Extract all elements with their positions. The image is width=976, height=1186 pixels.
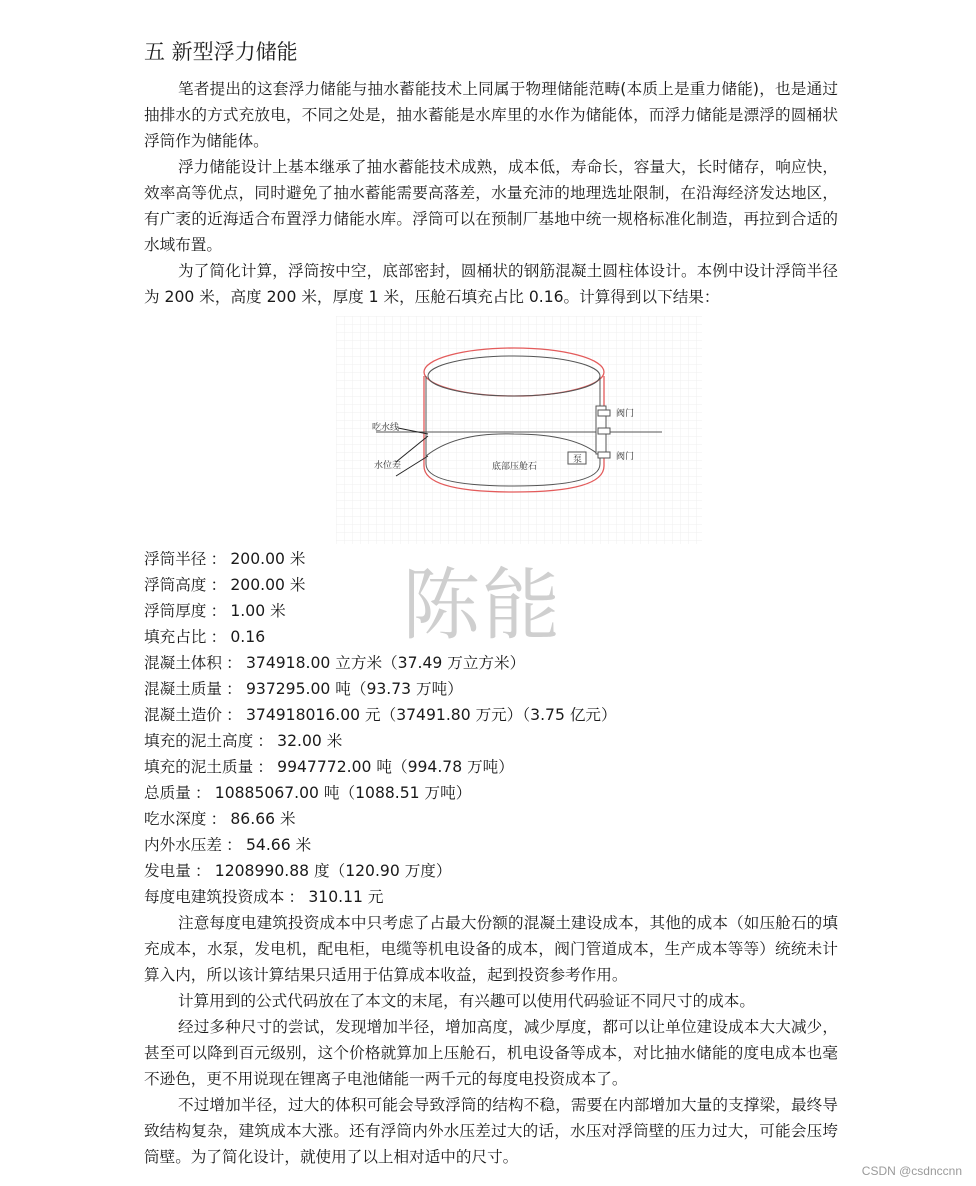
result-label: 总质量	[144, 784, 191, 802]
buoy-diagram-svg	[336, 316, 702, 544]
result-value: 10885067.00 吨（1088.51 万吨）	[214, 784, 472, 802]
result-row	[144, 806, 617, 832]
footer-watermark: CSDN @csdnccnn	[861, 1164, 962, 1178]
result-label: 填充的泥土质量	[144, 758, 254, 776]
result-row	[144, 728, 617, 754]
result-separator: ：	[194, 784, 211, 802]
result-row	[144, 832, 617, 858]
result-separator: ：	[226, 680, 242, 698]
buoy-diagram	[336, 316, 702, 544]
label-pump: 泵	[573, 455, 583, 465]
result-label: 填充的泥土高度	[144, 732, 254, 750]
result-row	[144, 546, 617, 572]
result-value: 200.00 米	[230, 550, 306, 568]
result-separator: ：	[210, 810, 227, 828]
result-row	[144, 884, 617, 910]
valve-bottom	[598, 452, 610, 458]
result-value: 1208990.88 度（120.90 万度）	[214, 862, 452, 880]
label-draft-line: 吃水线	[372, 423, 400, 433]
result-label: 浮筒高度	[144, 576, 207, 594]
result-row	[144, 650, 617, 676]
valve-top	[598, 410, 610, 416]
result-label: 发电量	[144, 862, 191, 880]
section-heading: 五 新型浮力储能	[144, 40, 298, 64]
result-label: 内外水压差	[144, 836, 222, 854]
result-row	[144, 624, 617, 650]
result-separator: ：	[210, 602, 227, 620]
paragraph: 为了简化计算，浮筒按中空，底部密封，圆桶状的钢筋混凝土圆柱体设计。本例中设计浮筒半径为 200 米，高度 200 米，厚度 1 米，压舱石填充占比 0.16。计算得到以下结果：	[144, 262, 838, 306]
result-separator: ：	[210, 576, 227, 594]
result-row	[144, 780, 617, 806]
result-separator: ：	[257, 732, 273, 750]
result-value: 937295.00 吨（93.73 万吨）	[245, 680, 463, 698]
result-row	[144, 598, 617, 624]
paragraph: 计算用到的公式代码放在了本文的末尾，有兴趣可以使用代码验证不同尺寸的成本。	[178, 992, 755, 1010]
result-label: 混凝土体积	[144, 654, 222, 672]
result-label: 浮筒厚度	[144, 602, 207, 620]
paragraph: 经过多种尺寸的尝试，发现增加半径，增加高度，减少厚度，都可以让单位建设成本大大减少，甚至可以降到百元级别，这个价格就算加上压舱石，机电设备等成本，对比抽水储能的度电成本也毫不逊色，更不用说现在锂离子电池储能一两千元的每度电投资成本了。	[144, 1018, 838, 1088]
result-value: 1.00 米	[230, 602, 286, 620]
result-separator: ：	[210, 550, 227, 568]
result-value: 32.00 米	[277, 732, 343, 750]
valve-mid	[598, 428, 610, 434]
result-value: 374918.00 立方米（37.49 万立方米）	[245, 654, 526, 672]
label-ballast: 底部压舱石	[492, 462, 538, 472]
results-list	[144, 546, 617, 910]
result-value: 54.66 米	[245, 836, 312, 854]
result-value: 86.66 米	[230, 810, 296, 828]
result-value: 374918016.00 元（37491.80 万元）（3.75 亿元）	[245, 706, 617, 724]
result-separator: ：	[210, 628, 227, 646]
result-separator: ：	[288, 888, 305, 906]
label-valve-bottom: 阀门	[616, 452, 635, 462]
conclusion-text	[144, 910, 838, 1170]
result-separator: ：	[226, 836, 242, 854]
result-row	[144, 858, 617, 884]
result-value: 9947772.00 吨（994.78 万吨）	[277, 758, 514, 776]
result-row	[144, 702, 617, 728]
result-label: 填充占比	[144, 628, 207, 646]
paragraph: 笔者提出的这套浮力储能与抽水蓄能技术上同属于物理储能范畴(本质上是重力储能)，也是通过抽排水的方式充放电，不同之处是，抽水蓄能是水库里的水作为储能体，而浮力储能是漂浮的圆桶状浮筒作为储能体。	[144, 80, 838, 150]
result-separator: ：	[194, 862, 211, 880]
result-separator: ：	[257, 758, 273, 776]
result-separator: ：	[226, 706, 242, 724]
result-label: 每度电建筑投资成本	[144, 888, 285, 906]
result-value: 310.11 元	[308, 888, 384, 906]
watermark: 陈能	[402, 561, 563, 651]
result-label: 吃水深度	[144, 810, 207, 828]
result-label: 混凝土质量	[144, 680, 222, 698]
result-row	[144, 572, 617, 598]
paragraph: 浮力储能设计上基本继承了抽水蓄能技术成熟，成本低，寿命长，容量大，长时储存，响应快，效率高等优点，同时避免了抽水蓄能需要高落差，水量充沛的地理选址限制，在沿海经济发达地区，有广袤的近海适合布置浮力储能水库。浮筒可以在预制厂基地中统一规格标准化制造，再拉到合适的水域布置。	[144, 158, 838, 254]
result-row	[144, 754, 617, 780]
result-separator: ：	[226, 654, 242, 672]
label-water-level: 水位差	[374, 461, 402, 471]
result-label: 浮筒半径	[144, 550, 207, 568]
paragraph: 不过增加半径，过大的体积可能会导致浮筒的结构不稳，需要在内部增加大量的支撑梁，最终导致结构复杂，建筑成本大涨。还有浮筒内外水压差过大的话，水压对浮筒壁的压力过大，可能会压垮筒壁。为了简化设计，就使用了以上相对适中的尺寸。	[144, 1096, 838, 1166]
result-value: 0.16	[230, 628, 266, 646]
result-label: 混凝土造价	[144, 706, 222, 724]
intro-text	[144, 76, 838, 310]
label-valve-top: 阀门	[616, 409, 635, 419]
result-row	[144, 676, 617, 702]
result-value: 200.00 米	[230, 576, 306, 594]
paragraph: 注意每度电建筑投资成本中只考虑了占最大份额的混凝土建设成本，其他的成本（如压舱石的填充成本，水泵，发电机，配电柜，电缆等机电设备的成本，阀门管道成本，生产成本等等）统统未计算入内，所以该计算结果只适用于估算成本收益，起到投资参考作用。	[144, 914, 838, 984]
